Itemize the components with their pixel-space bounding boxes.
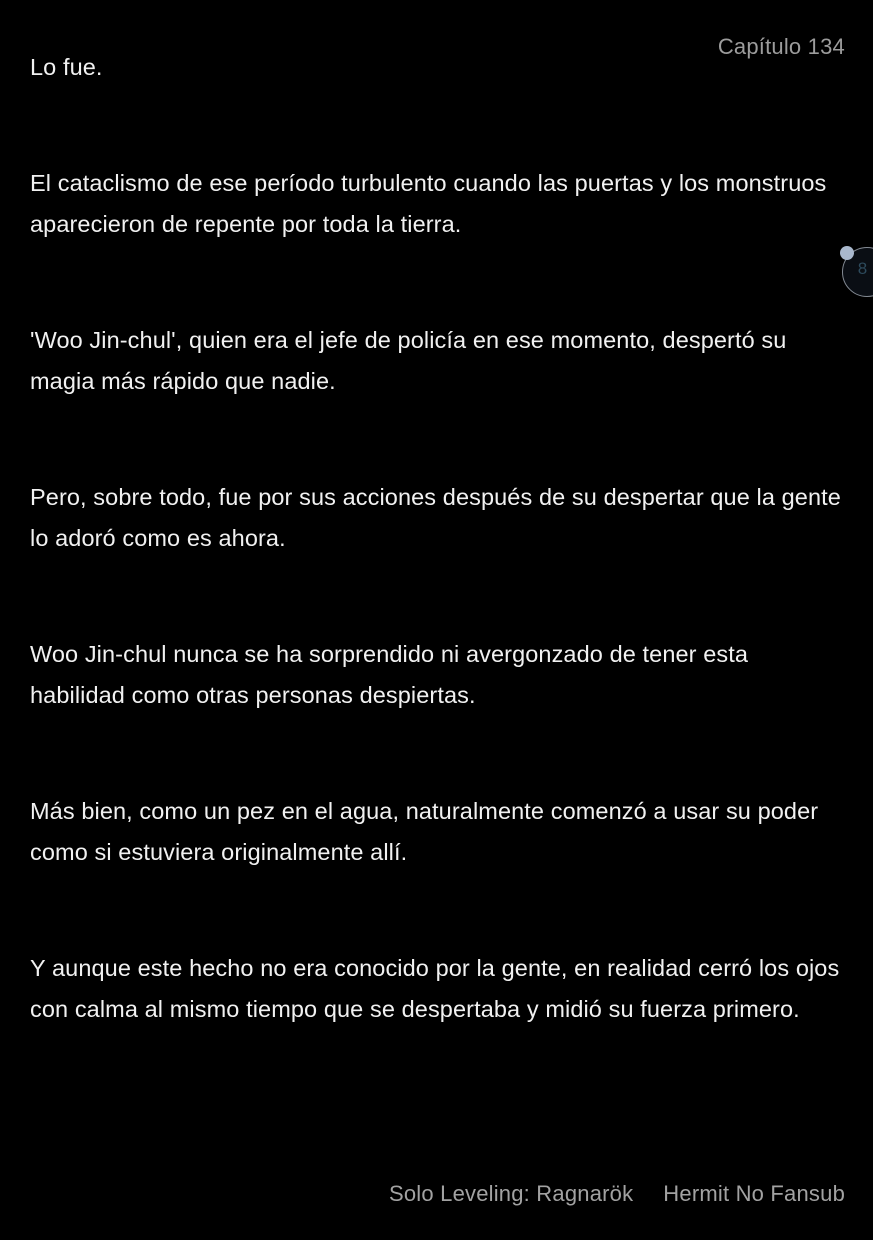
- paragraph: Woo Jin-chul nunca se ha sorprendido ni avergonzado de tener esta habilidad como otras personas despiertas.: [30, 640, 749, 708]
- series-title: Solo Leveling: Ragnarök: [388, 1181, 634, 1206]
- paragraph: Y aunque este hecho no era conocido por la gente, en realidad cerró los ojos con calma al mismo tiempo que se despertaba y midió su fuerza primero.: [30, 954, 840, 1022]
- chapter-title: Capítulo 134: [717, 34, 845, 59]
- paragraph: Pero, sobre todo, fue por sus acciones después de su despertar que la gente lo adoró como es ahora.: [30, 483, 841, 551]
- paragraph: El cataclismo de ese período turbulento cuando las puertas y los monstruos aparecieron de repente por toda la tierra.: [30, 169, 827, 237]
- paragraph: 'Woo Jin-chul', quien era el jefe de policía en ese momento, despertó su magia más rápido que nadie.: [30, 326, 787, 394]
- paragraph: Más bien, como un pez en el agua, naturalmente comenzó a usar su poder como si estuviera originalmente allí.: [30, 797, 819, 865]
- page-footer: [0, 1180, 845, 1208]
- comment-count-badge[interactable]: [842, 247, 873, 297]
- paragraph: Lo fue.: [30, 54, 103, 80]
- comment-count: 8: [857, 258, 868, 278]
- fansub-credit: Hermit No Fansub: [663, 1181, 845, 1206]
- chapter-text: [30, 47, 845, 1105]
